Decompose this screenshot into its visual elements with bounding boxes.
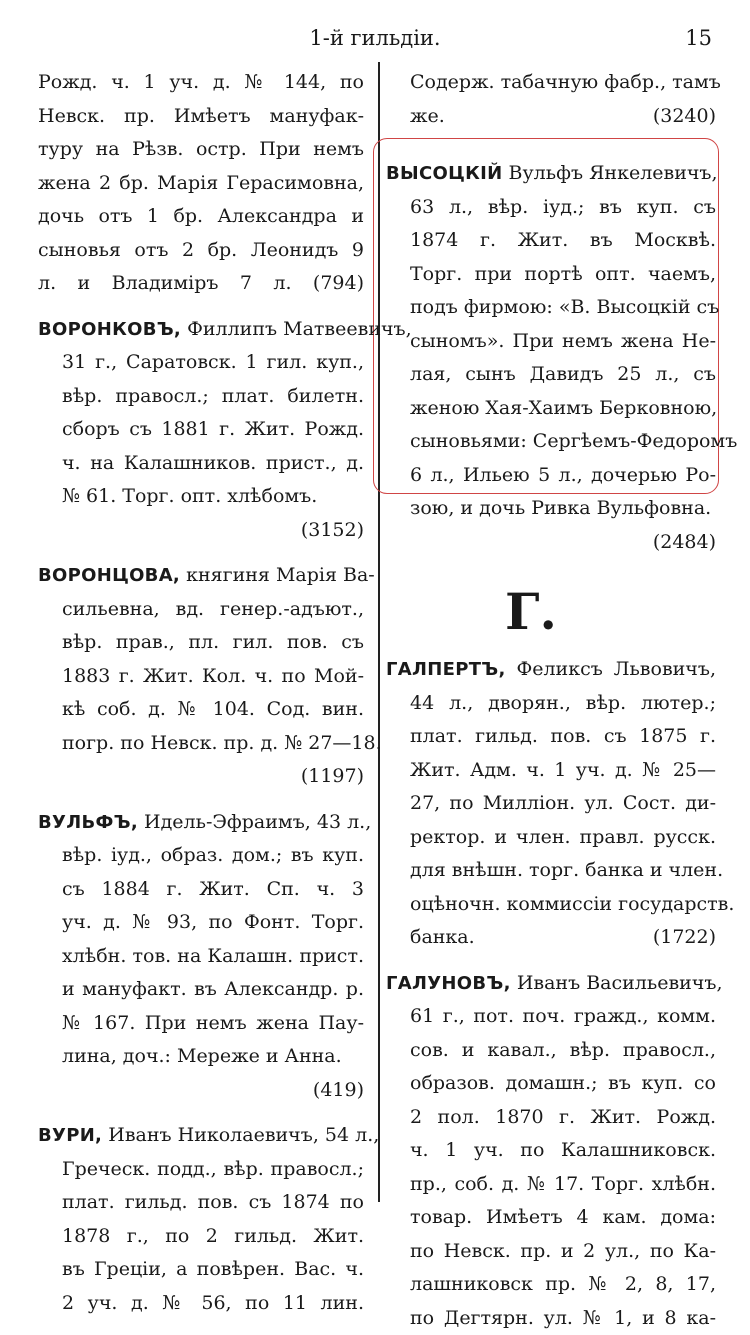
text-line: сыномъ». При немъ жена Не- [386, 325, 716, 359]
entry-surname: ВУРИ, [38, 1125, 102, 1146]
text-line: погр. по Невск. пр. д. № 27—18. [38, 727, 364, 761]
text-line: 2 пол. 1870 г. Жит. Рожд. [386, 1101, 716, 1135]
text-line: туру на Рѣзв. остр. При немъ [38, 133, 364, 167]
entry-surname: ВУЛЬФЪ, [38, 812, 138, 833]
entry-number: (3152) [38, 514, 364, 548]
page-number: 15 [685, 26, 712, 50]
entry-vysotsky [386, 157, 716, 559]
text-line: 44 л., дворян., вѣр. лютер.; [386, 687, 716, 721]
text-line: 63 л., вѣр. іуд.; въ куп. съ [386, 191, 716, 225]
entry-head-line [386, 967, 716, 1001]
entry-first-name: Идель-Эфраимъ, 43 л., [144, 811, 371, 833]
left-column [38, 66, 364, 1320]
text-line: Невск. пр. Имѣетъ мануфак- [38, 100, 364, 134]
text-line: 31 г., Саратовск. 1 гил. куп., [38, 346, 364, 380]
entry-voronkov [38, 313, 364, 548]
text-line: вѣр. іуд., образ. дом.; въ куп. [38, 839, 364, 873]
text-line: въ Греціи, а повѣрен. Вас. ч. [38, 1253, 364, 1287]
text-line: подъ фирмою: «В. Высоцкій съ [386, 291, 716, 325]
entry-head-line [38, 559, 364, 593]
text-line: вѣр. правосл.; плат. билетн. [38, 380, 364, 414]
text-line: хлѣбн. тов. на Калашн. прист. [38, 940, 364, 974]
text-line: 27, по Милліон. ул. Сост. ди- [386, 787, 716, 821]
text-line: уч. д. № 93, по Фонт. Торг. [38, 906, 364, 940]
entry-continued [386, 66, 716, 133]
text-line: Греческ. подд., вѣр. правосл.; [38, 1153, 364, 1187]
entry-vuri [38, 1119, 364, 1320]
spacer [38, 794, 364, 806]
text-line: вѣр. прав., пл. гил. пов. съ [38, 626, 364, 660]
text-line: ч. на Калашников. прист., д. [38, 447, 364, 481]
entry-first-name: Иванъ Николаевичъ, 54 л., [108, 1124, 379, 1146]
text-line: сыновьями: Сергѣемъ-Федоромъ [386, 425, 716, 459]
text-line: кѣ соб. д. № 104. Сод. вин. [38, 693, 364, 727]
text-line: № 167. При немъ жена Пау- [38, 1007, 364, 1041]
spacer [386, 133, 716, 145]
text-line: 2 уч. д. № 56, по 11 лин. [38, 1287, 364, 1321]
entry-first-name: Иванъ Васильевичъ, [517, 972, 723, 994]
entry-surname: ВОРОНКОВЪ, [38, 319, 181, 340]
text-line: ч. 1 уч. по Калашниковск. [386, 1134, 716, 1168]
text-line: № 61. Торг. опт. хлѣбомъ. [38, 480, 364, 514]
text-line: плат. гильд. пов. съ 1875 г. [386, 720, 716, 754]
spacer [386, 145, 716, 157]
entry-head-line [386, 653, 716, 687]
spacer [38, 547, 364, 559]
text-line: 1874 г. Жит. въ Москвѣ. [386, 224, 716, 258]
text-line: зою, и дочь Ривка Вульфовна. [386, 492, 716, 526]
entry-number: (419) [38, 1074, 364, 1108]
text-line: жена 2 бр. Марія Герасимовна, [38, 167, 364, 201]
entry-first-name: княгиня Марія Ва- [186, 564, 375, 586]
text-line: сов. и кавал., вѣр. правосл., [386, 1034, 716, 1068]
text-line: сыновья отъ 2 бр. Леонидъ 9 [38, 234, 364, 268]
text-line: съ 1884 г. Жит. Сп. ч. 3 [38, 873, 364, 907]
text-line: 6 л., Ильею 5 л., дочерью Ро- [386, 459, 716, 493]
text-line: товар. Имѣетъ 4 кам. дома: [386, 1201, 716, 1235]
entry-number: (1197) [38, 760, 364, 794]
text-line: дочь отъ 1 бр. Александра и [38, 200, 364, 234]
text-line: пр., соб. д. № 17. Торг. хлѣбн. [386, 1168, 716, 1202]
text-line: образов. домашн.; въ куп. со [386, 1067, 716, 1101]
entry-surname: ВЫСОЦКІЙ [386, 163, 502, 184]
text-line: по Невск. пр. и 2 ул., по Ка- [386, 1235, 716, 1269]
page-header [0, 0, 750, 60]
text-line: Содерж. табачную фабр., тамъ [386, 66, 716, 100]
text-line: сильевна, вд. генер.-адъют., [38, 593, 364, 627]
entry-vulf [38, 806, 364, 1108]
entry-head-line [38, 313, 364, 347]
text-line: 61 г., пот. поч. гражд., комм. [386, 1000, 716, 1034]
text-line: банка. (1722) [386, 921, 716, 955]
spacer [386, 955, 716, 967]
text-line: для внѣшн. торг. банка и член. [386, 854, 716, 888]
entry-surname: ГАЛПЕРТЪ, [386, 659, 506, 680]
entry-surname: ВОРОНЦОВА, [38, 565, 180, 586]
entry-first-name: Вульфъ Янкелевичъ, [509, 162, 718, 184]
spacer [386, 559, 716, 571]
entry-number: (2484) [386, 526, 716, 560]
text-line: женою Хая-Хаимъ Берковною, [386, 392, 716, 426]
section-letter: Г. [386, 571, 716, 653]
text-line: Рожд. ч. 1 уч. д. № 144, по [38, 66, 364, 100]
text-line: 1883 г. Жит. Кол. ч. по Мой- [38, 660, 364, 694]
spacer [38, 301, 364, 313]
entry-vorontsova [38, 559, 364, 794]
text-line: оцѣночн. коммиссіи государств. [386, 888, 716, 922]
text-line: лина, доч.: Мереже и Анна. [38, 1040, 364, 1074]
right-column [386, 66, 716, 1335]
text-line: Жит. Адм. ч. 1 уч. д. № 25— [386, 754, 716, 788]
spacer [38, 1107, 364, 1119]
entry-galpert [386, 653, 716, 955]
text-line: же. (3240) [386, 100, 716, 134]
running-head: 1-й гильдіи. [0, 26, 750, 50]
text-line: плат. гильд. пов. съ 1874 по [38, 1186, 364, 1220]
entry-first-name: Феликсъ Львовичъ, [516, 658, 716, 680]
text-line: 1878 г., по 2 гильд. Жит. [38, 1220, 364, 1254]
text-line: лая, сынъ Давидъ 25 л., съ [386, 358, 716, 392]
entry-first-name: Филлипъ Матвеевичъ, [187, 318, 412, 340]
entry-surname: ГАЛУНОВЪ, [386, 973, 511, 994]
text-line: ректор. и член. правл. русск. [386, 821, 716, 855]
entry-head-line [38, 1119, 364, 1153]
text-line: по Дегтярн. ул. № 1, и 8 ка- [386, 1302, 716, 1335]
entry-head-line [38, 806, 364, 840]
text-line: и мануфакт. въ Александр. р. [38, 973, 364, 1007]
text-line: Торг. при портѣ опт. чаемъ, [386, 258, 716, 292]
entry-galunov [386, 967, 716, 1335]
entry-head-line [386, 157, 716, 191]
text-line: сборъ съ 1881 г. Жит. Рожд. [38, 413, 364, 447]
entry-continued [38, 66, 364, 301]
text-line: лашниковск пр. № 2, 8, 17, [386, 1268, 716, 1302]
text-line: л. и Владиміръ 7 л. (794) [38, 267, 364, 301]
